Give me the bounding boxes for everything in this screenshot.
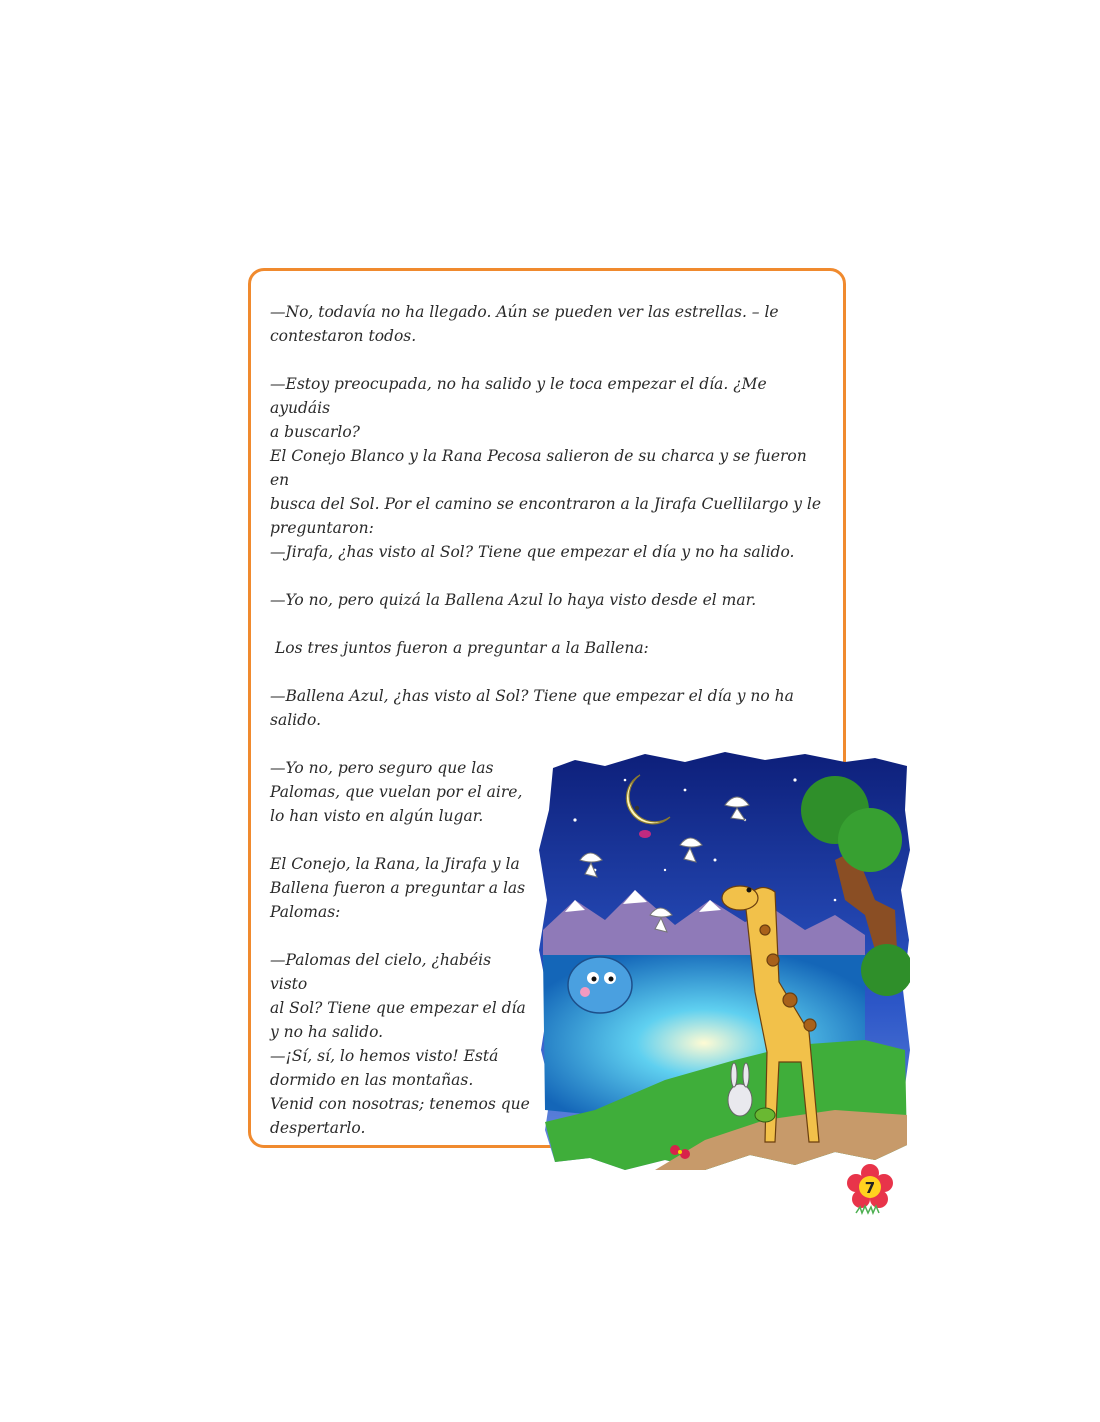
story-paragraph-3: El Conejo Blanco y la Rana Pecosa salieron de su charca y se fueron en busca del Sol. Por el camino se encontraron a la Jirafa Cuellilargo y le preguntaron:	[270, 447, 822, 537]
frog-character	[755, 1108, 775, 1122]
story-paragraph-4: —Jirafa, ¿has visto al Sol? Tiene que empezar el día y no ha salido.	[270, 543, 795, 561]
story-paragraph-2: —Estoy preocupada, no ha salido y le toca empezar el día. ¿Me ayudáis a buscarlo?	[270, 375, 767, 441]
night-scene-illustration	[535, 750, 910, 1180]
whale-character	[568, 957, 632, 1013]
story-paragraph-9: El Conejo, la Rana, la Jirafa y la Ballena fueron a preguntar a las Palomas:	[270, 855, 526, 921]
page-number: 7	[864, 1179, 876, 1197]
story-paragraph-11: —¡Sí, sí, lo hemos visto! Está dormido en las montañas. Venid con nosotras; tenemos que despertarlo.	[270, 1047, 530, 1137]
story-paragraph-10: —Palomas del cielo, ¿habéis visto al Sol? Tiene que empezar el día y no ha salido.	[270, 951, 526, 1041]
story-paragraph-7: —Ballena Azul, ¿has visto al Sol? Tiene que empezar el día y no ha salido.	[270, 687, 794, 729]
story-paragraph-8: —Yo no, pero seguro que las Palomas, que vuelan por el aire, lo han visto en algún lugar.	[270, 759, 523, 825]
story-paragraph-5: —Yo no, pero quizá la Ballena Azul lo haya visto desde el mar.	[270, 591, 757, 609]
story-paragraph-1: —No, todavía no ha llegado. Aún se pueden ver las estrellas. – le contestaron todos.	[270, 303, 779, 345]
story-paragraph-6: Los tres juntos fueron a preguntar a la Ballena:	[275, 639, 649, 657]
